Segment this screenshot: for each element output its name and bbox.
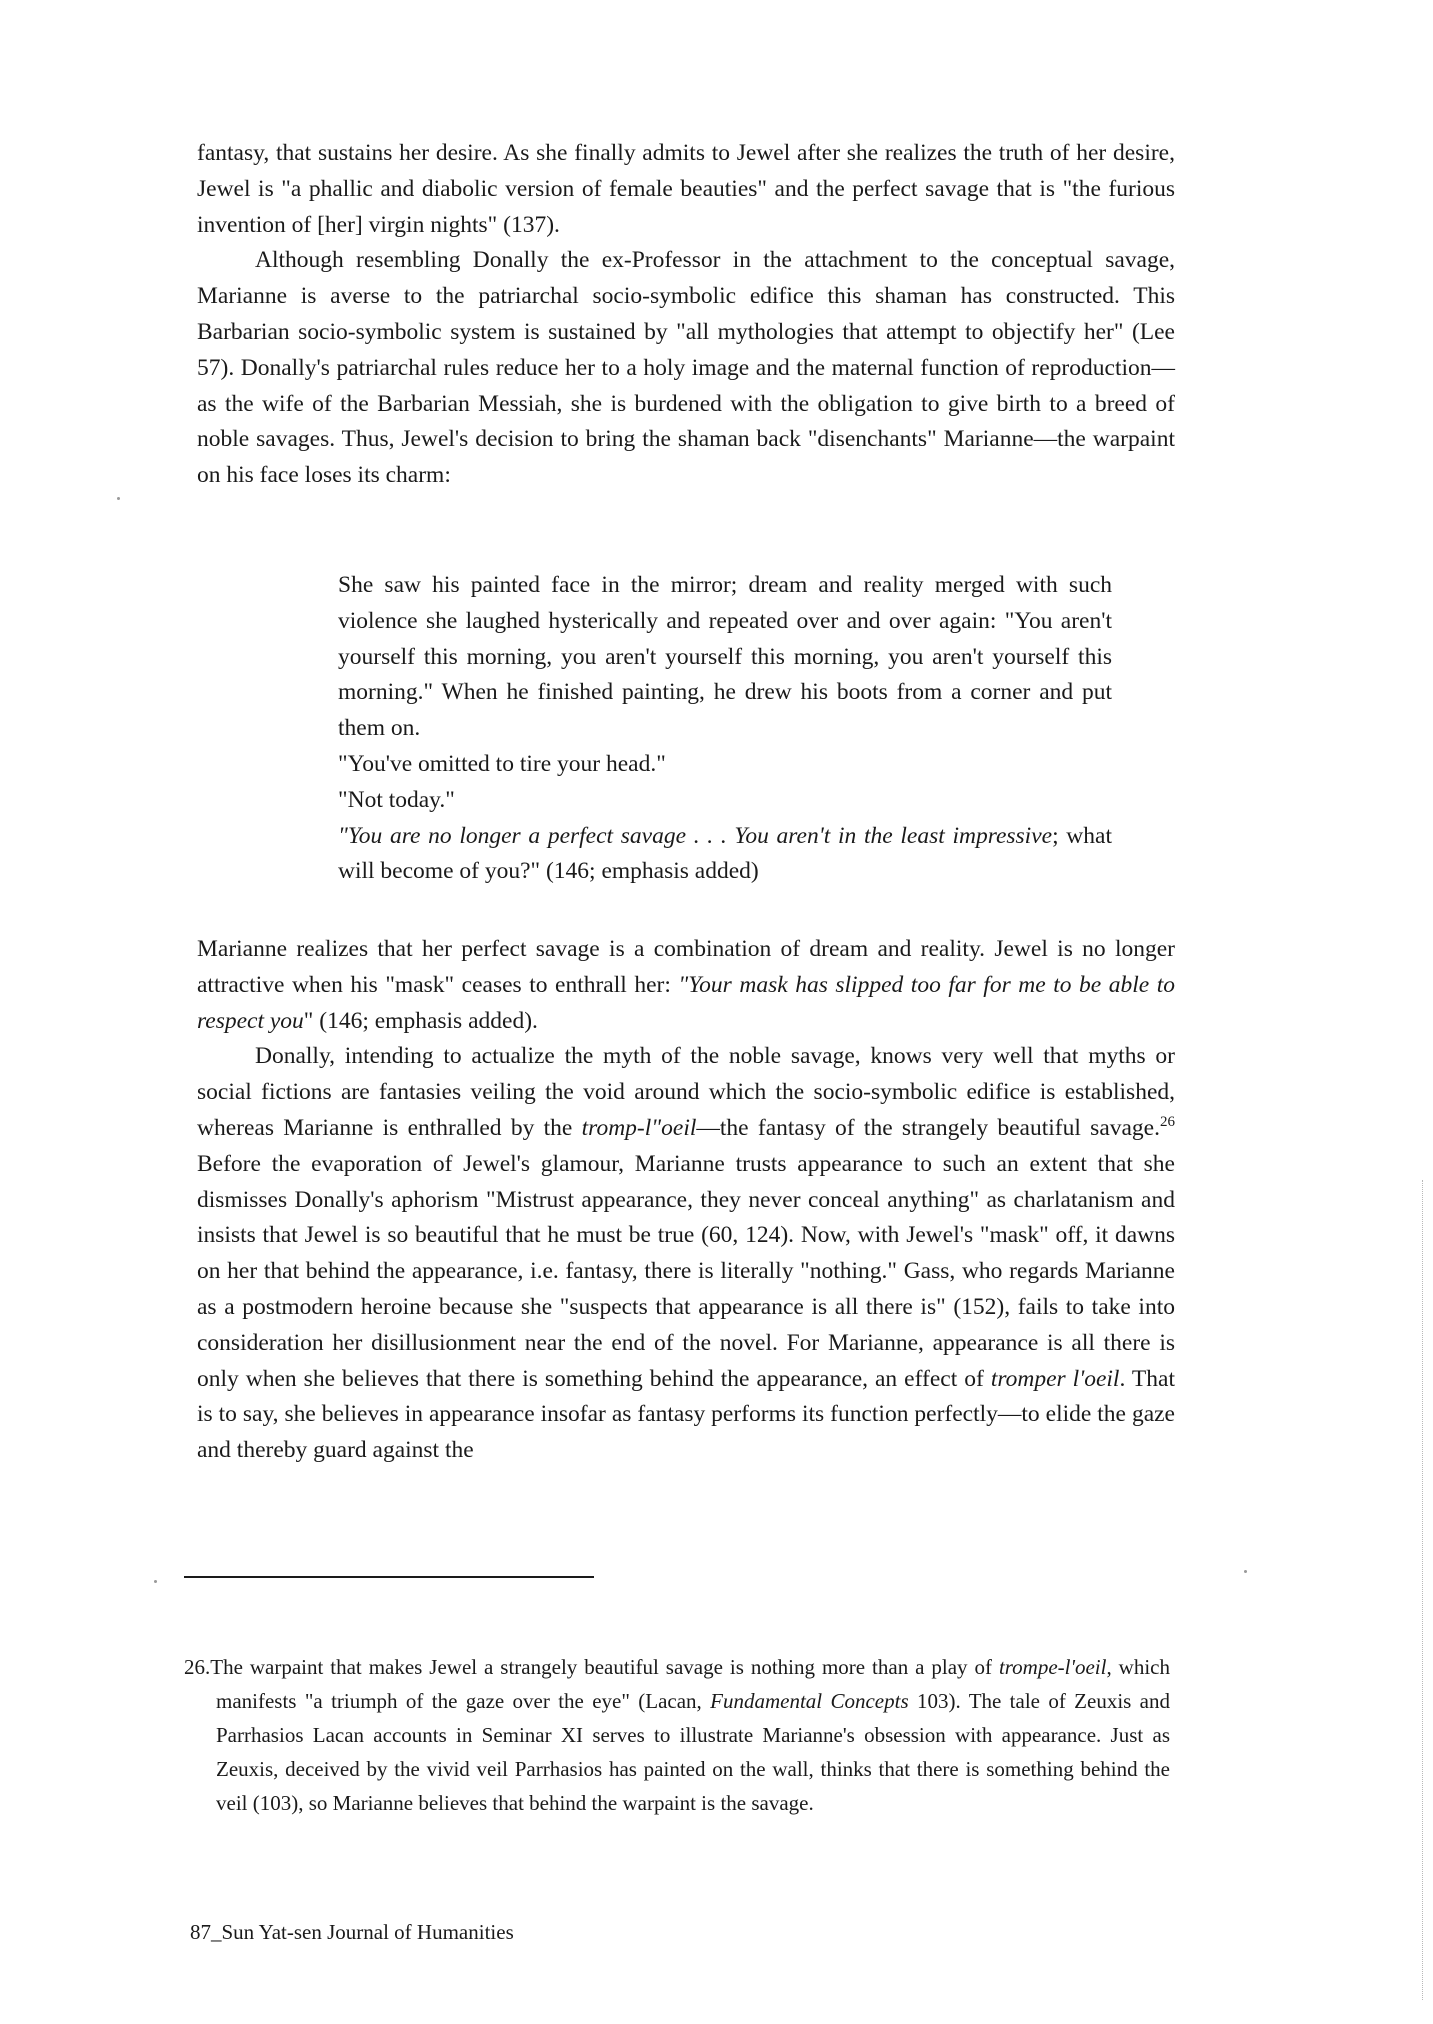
emphasis-text: tromp-l"oeil [581,1114,697,1141]
footnote-26 [184,1650,1170,1820]
quote-line-3: "Not today." [338,786,455,813]
paragraph-text: Donally, intending to actualize the myth of the noble savage, knows very well that myths or social fictions are fantasies veiling the void around which the socio-symbolic edifice is established, whereas Marianne is enthralled by the [197,1043,1175,1141]
paragraph-text: . That is to say, she believes in appearance insofar as fantasy performs its function perfectly—to elide the gaze and thereby guard against the [197,1365,1175,1464]
paragraph-text: —the fantasy of the strangely beautiful savage. [696,1114,1160,1141]
footnote-emphasis: Fundamental Concepts [710,1689,909,1713]
paragraph-donally-comparison: Although resembling Donally the ex-Professor in the attachment to the conceptual savage, Marianne is averse to the patriarchal socio-symbolic edifice this shaman has constructed. This Barbarian socio-symbolic system is sustained by "all mythologies that attempt to objectify her" (Lee 57). Donally's patriarchal rules reduce her to a holy image and the maternal function of reproduction—as the wife of the Barbarian Messiah, she is burdened with the obligation to give birth to a breed of noble savages. Thus, Jewel's decision to bring the shaman back "disenchants" Marianne—the warpaint on his face loses its charm: [197,247,1175,489]
paragraph-continuation: fantasy, that sustains her desire. As she finally admits to Jewel after she realizes the truth of her desire, Jewel is "a phallic and diabolic version of female beauties" and the perfect savage that is "the furious invention of [her] virgin nights" (137). [197,140,1175,238]
footnote-text: 103). The tale of Zeuxis and Parrhasios Lacan accounts in Seminar XI serves to illustrate Marianne's obsession with appearance. Just as Zeuxis, deceived by the vivid veil Parrhasios has painted on the wall, thinks that there is something behind the veil (103), so Marianne believes that behind the warpaint is the savage. [216,1689,1171,1815]
quote-citation: ; what will become of you?" (146; emphasis added) [338,822,1112,885]
quote-line-2: "You've omitted to tire your head." [338,750,666,777]
scan-speck [1244,1570,1247,1573]
page-footer: 87_Sun Yat-sen Journal of Humanities [190,1920,514,1944]
body-text-top [197,136,1175,494]
paragraph-text: Before the evaporation of Jewel's glamour, Marianne trusts appearance to such an extent that she dismisses Donally's aphorism "Mistrust appearance, they never conceal anything" as charlatanism and insists that Jewel is so beautiful that he must be true (60, 124). Now, with Jewel's "mask" off, it dawns on her that behind the appearance, i.e. fantasy, there is literally "nothing." Gass, who regards Marianne as a postmodern heroine because she "suspects that appearance is all there is" (152), fails to take into consideration her disillusionment near the end of the novel. For Marianne, appearance is all there is only when she believes that there is something behind the appearance, an effect of [197,1150,1175,1392]
footnote-divider [184,1576,594,1578]
emphasis-text: "Your mask has slipped too far for me to be able to respect you [197,971,1175,1034]
block-quote [338,568,1112,890]
paragraph-text: " (146; emphasis added). [303,1007,538,1034]
scan-speck [154,1580,157,1583]
paragraph-realization [197,932,1175,1039]
quote-line-4 [338,819,1112,891]
quote-emphasis: "You are no longer a perfect savage . . . You aren't in the least impressive [338,822,1053,849]
body-text-bottom [197,932,1175,1469]
paragraph-myth [197,1039,1175,1469]
footnote-text: 26.The warpaint that makes Jewel a strangely beautiful savage is nothing more than a play of [184,1655,999,1679]
paragraph-text: Marianne realizes that her perfect savage is a combination of dream and reality. Jewel is no longer attractive when his "mask" ceases to enthrall her: [197,936,1175,998]
quote-line-1: She saw his painted face in the mirror; dream and reality merged with such violence she laughed hysterically and repeated over and over again: "You aren't yourself this morning, you aren't yourself this morning, you aren't yourself this morning." When he finished painting, he drew his boots from a corner and put them on. [338,572,1112,742]
footnote-marker: 26 [1160,1114,1175,1131]
footnote-emphasis: trompe-l'oeil [998,1655,1107,1679]
scan-speck [117,497,120,500]
emphasis-text: tromper l'oeil [990,1365,1120,1392]
scan-edge-artifact [1421,1180,1423,2000]
footnote-text: , which manifests "a triumph of the gaze over the eye" (Lacan, [216,1655,1170,1713]
footnote [184,1650,1170,1820]
